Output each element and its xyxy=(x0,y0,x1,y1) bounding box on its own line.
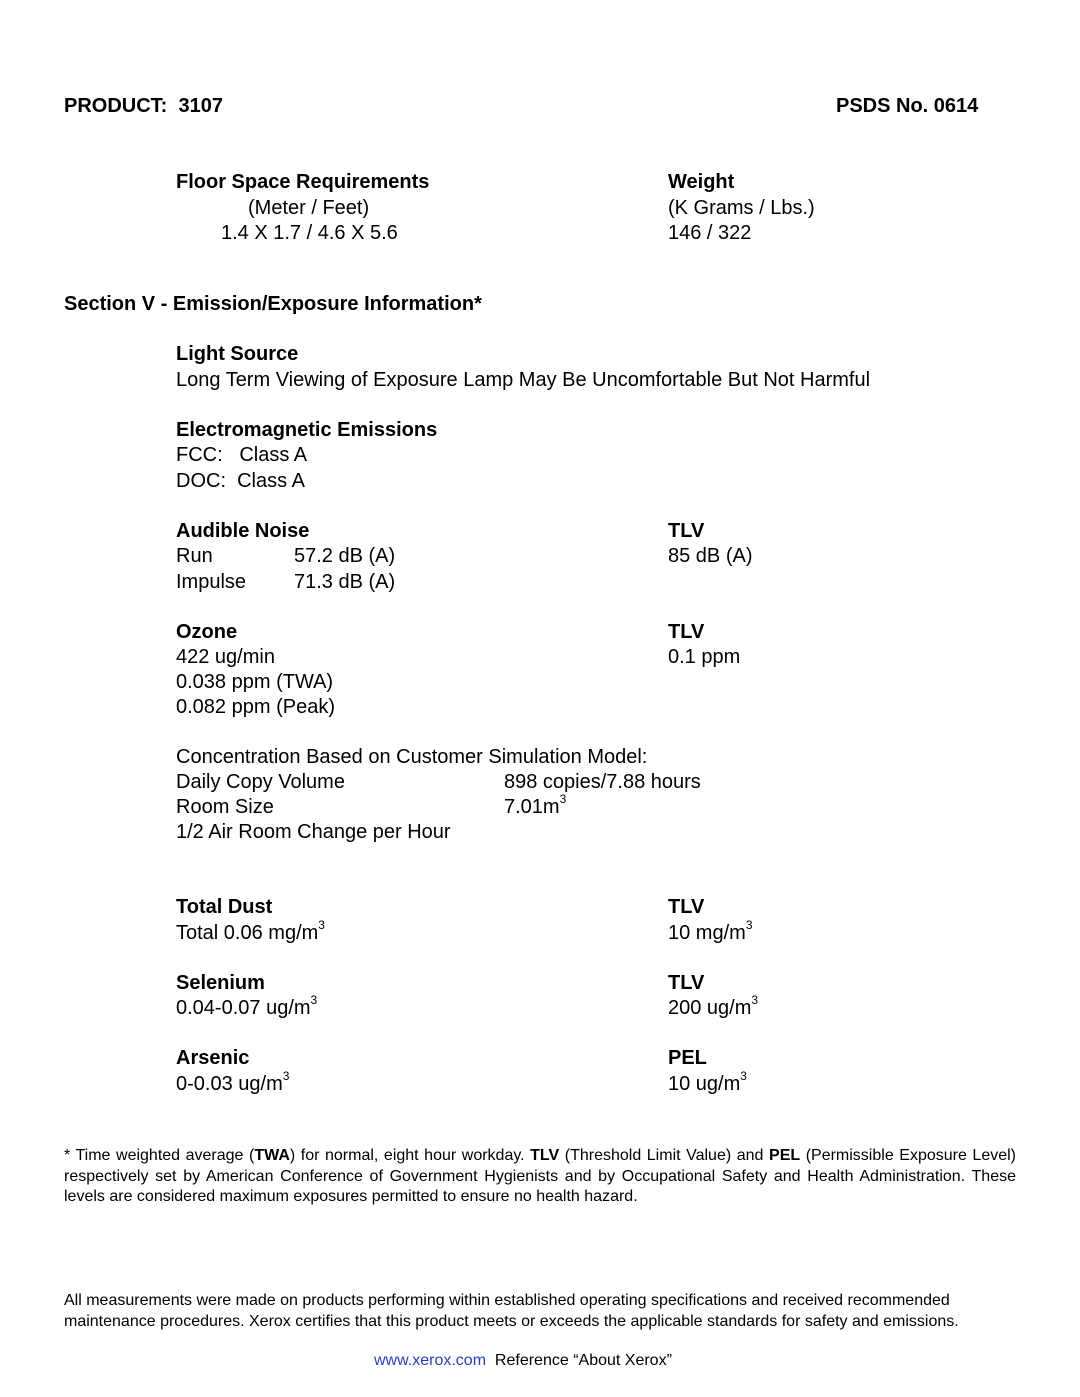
total-dust-tlv-value: 10 $mg/m^3$ xyxy=(668,918,753,944)
ozone-rate: 422 ug/min xyxy=(176,646,275,668)
room-size-value: $7.01m^3$ xyxy=(504,792,567,818)
run-value: 57.2 dB (A) xyxy=(294,545,396,567)
selenium-value: 0.04-0.07 $ug/m^3$ xyxy=(176,993,318,1019)
audible-noise-tlv-value: 85 dB (A) xyxy=(668,545,753,567)
ozone-heading: Ozone xyxy=(176,621,238,643)
ozone-tlv-value: 0.1 ppm xyxy=(668,646,741,668)
impulse-label: Impulse xyxy=(176,571,247,593)
arsenic-pel-value: 10 $ug/m^3$ xyxy=(668,1069,747,1095)
exponent: 3 xyxy=(740,1069,747,1084)
daily-copy-value: 898 copies/7.88 hours xyxy=(504,771,701,793)
product-label: PRODUCT: 3107 xyxy=(64,95,223,117)
light-source-heading: Light Source xyxy=(176,343,299,365)
product-number: 3107 xyxy=(178,95,223,117)
audible-noise-heading: Audible Noise xyxy=(176,520,310,542)
ozone-tlv-label: TLV xyxy=(668,621,705,643)
impulse-value: 71.3 dB (A) xyxy=(294,571,396,593)
run-label: Run xyxy=(176,545,213,567)
total-dust-value: Total 0.06 $mg/m^3$ xyxy=(176,918,325,944)
pel-abbrev: PEL xyxy=(769,1147,801,1164)
electromagnetic-heading: Electromagnetic Emissions xyxy=(176,419,438,441)
ozone-peak: 0.082 ppm (Peak) xyxy=(176,696,335,718)
footer-reference: Reference “About Xerox” xyxy=(486,1352,672,1369)
selenium-heading: Selenium xyxy=(176,972,265,994)
daily-copy-label: Daily Copy Volume xyxy=(176,771,345,793)
exponent: 3 xyxy=(745,918,753,933)
ozone-twa: 0.038 ppm (TWA) xyxy=(176,671,334,693)
weight-value: 146 / 322 xyxy=(668,222,752,244)
disclaimer: All measurements were made on products performing within established operating specifications and received recommended maintenance procedures. Xerox certifies that this product meets or exceeds the applicable standards for safety and emissions. xyxy=(64,1292,959,1330)
exponent: 3 xyxy=(318,918,325,933)
light-source-text: Long Term Viewing of Exposure Lamp May Be Uncomfortable But Not Harmful xyxy=(176,369,871,391)
xerox-link[interactable]: www.xerox.com xyxy=(374,1352,487,1369)
simulation-intro: Concentration Based on Customer Simulation Model: xyxy=(176,746,648,768)
fcc-class: FCC: Class A xyxy=(176,444,308,466)
exponent: 3 xyxy=(282,1069,290,1084)
selenium-tlv-label: TLV xyxy=(668,972,705,994)
tlv-abbrev: TLV xyxy=(530,1147,560,1164)
air-change-text: 1/2 Air Room Change per Hour xyxy=(176,821,451,843)
selenium-tlv-value: 200 $ug/m^3$ xyxy=(668,993,759,1019)
arsenic-heading: Arsenic xyxy=(176,1047,250,1069)
doc-class: DOC: Class A xyxy=(176,470,305,492)
total-dust-heading: Total Dust xyxy=(176,896,273,918)
floor-space-heading: Floor Space Requirements xyxy=(176,171,430,193)
footer xyxy=(374,1351,672,1372)
footnote: * Time weighted average (TWA) for normal, eight hour workday. TLV (Threshold Limit Value) and PEL (Permissible Exposure Level) respectively set by American Conference of Government Hygienists and by Occupational Safety and Health Administration. These levels are considered maximum exposures permitted to ensure no health hazard. xyxy=(64,1147,1017,1205)
section-title: Section V - Emission/Exposure Information* xyxy=(64,293,482,315)
weight-units: (K Grams / Lbs.) xyxy=(668,197,815,219)
floor-space-units: (Meter / Feet) xyxy=(248,197,370,219)
audible-noise-tlv-label: TLV xyxy=(668,520,705,542)
twa-abbrev: TWA xyxy=(254,1147,290,1164)
total-dust-tlv-label: TLV xyxy=(668,896,705,918)
exponent: 3 xyxy=(310,993,318,1008)
arsenic-pel-label: PEL xyxy=(668,1047,707,1069)
weight-heading: Weight xyxy=(668,171,735,193)
arsenic-value: 0-0.03 $ug/m^3$ xyxy=(176,1069,290,1095)
psds-number: PSDS No. 0614 xyxy=(836,95,979,117)
exponent: 3 xyxy=(559,792,567,807)
exponent: 3 xyxy=(751,993,759,1008)
floor-space-value: 1.4 X 1.7 / 4.6 X 5.6 xyxy=(221,222,398,244)
room-size-label: Room Size xyxy=(176,796,274,818)
